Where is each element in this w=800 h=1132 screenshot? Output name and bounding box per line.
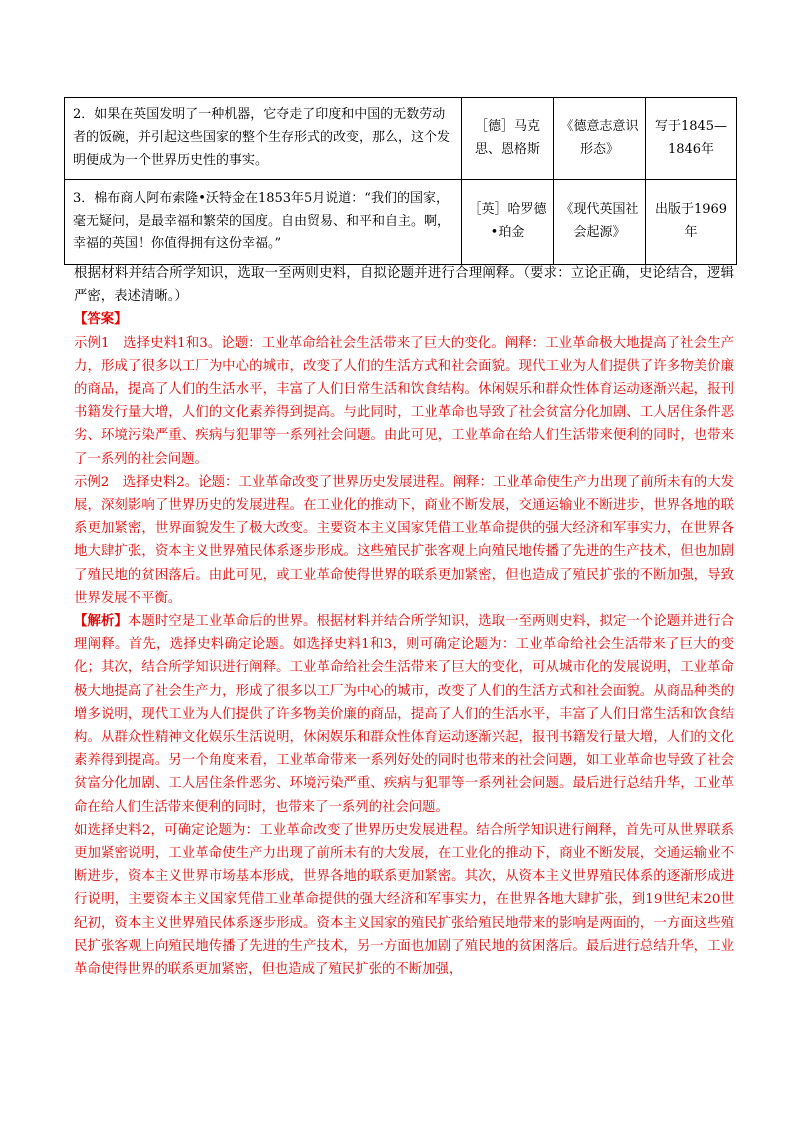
source-author: ［英］哈罗德•珀金 — [462, 180, 554, 265]
answer-content — [74, 262, 734, 981]
source-quote: 2．如果在英国发明了一种机器，它夺走了印度和中国的无数劳动者的饭碗，并引起这些国家的整个生存形式的改变，那么，这个发明便成为一个世界历史性的事实。 — [65, 98, 462, 180]
source-date: 写于1845—1846年 — [646, 98, 737, 180]
source-quote: 3．棉布商人阿布索隆•沃特金在1853年5月说道：“我们的国家，毫无疑问，是最幸福和繁荣的国度。自由贸易、和平和自主。啊，幸福的英国！你值得拥有这份幸福。” — [65, 180, 462, 265]
question-text: 根据材料并结合所学知识，选取一至两则史料，自拟论题并进行合理阐释。（要求：立论正确，史论结合，逻辑严密，表述清晰。） — [74, 266, 734, 305]
answer-label: 【答案】 — [74, 311, 128, 328]
analysis-paragraph-1 — [74, 610, 734, 819]
source-book: 《现代英国社会起源》 — [554, 180, 646, 265]
source-author: ［德］马克思、恩格斯 — [462, 98, 554, 180]
answer-example-2: 示例2 选择史料2。论题：工业革命改变了世界历史发展进程。阐释：工业革命使生产力出现了前所未有的大发展，深刻影响了世界历史的发展进程。在工业化的推动下，商业不断发展，交通运输业不断进步，世界各地的联系更加紧密，世界面貌发生了极大改变。主要资本主义国家凭借工业革命提供的强大经济和军事实力，在世界各地大肆扩张，资本主义世界殖民体系逐步形成。这些殖民扩张客观上向殖民地传播了先进的生产技术，但也加剧了殖民地的贫困落后。由此可见，或工业革命使得世界的联系更加紧密，但也造成了殖民扩张的不断加强，导致世界发展不平衡。 — [74, 474, 734, 606]
analysis-label: 【解析】 — [74, 613, 128, 630]
source-row-3 — [65, 180, 737, 265]
analysis-text-1: 本题时空是工业革命后的世界。根据材料并结合所学知识，选取一至两则史料，拟定一个论题并进行合理阐释。首先，选择史料确定论题。如选择史料1和3，则可确定论题为：工业革命给社会生活带来了巨大的变化；其次，结合所学知识进行阐释。工业革命给社会生活带来了巨大的变化，可从城市化的发展说明，工业革命极大地提高了社会生产力，形成了很多以工厂为中心的城市，改变了人们的生活方式和社会面貌。从商品种类的增多说明，现代工业为人们提供了许多物美价廉的商品，提高了人们的生活水平，丰富了人们日常生活和饮食结构。从群众性精神文化娱乐生活说明，休闲娱乐和群众性体育运动逐渐兴起，报刊书籍发行量大增，人们的文化素养得到提高。另一个角度来看，工业革命带来一系列好处的同时也带来的社会问题，如工业革命也导致了社会贫富分化加剧、工人居住条件恶劣、环境污染严重、疾病与犯罪等一系列社会问题。最后进行总结升华，工业革命在给人们生活带来便利的同时，也带来了一系列的社会问题。 — [74, 614, 735, 815]
source-book: 《德意志意识形态》 — [554, 98, 646, 180]
source-table — [64, 97, 737, 265]
analysis-paragraph-2: 如选择史料2，可确定论题为：工业革命改变了世界历史发展进程。结合所学知识进行阐释，首先可从世界联系更加紧密说明，工业革命使生产力出现了前所未有的大发展，在工业化的推动下，商业不断发展，交通运输业不断进步，资本主义世界市场基本形成，世界各地的联系更加紧密。其次，从资本主义世界殖民体系的逐渐形成进行说明，主要资本主义国家凭借工业革命提供的强大经济和军事实力，在世界各地大肆扩张，到19世纪末20世纪初，资本主义世界殖民体系逐步形成。资本主义国家的殖民扩张给殖民地带来的影响是两面的，一方面这些殖民扩张客观上向殖民地传播了先进的生产技术，另一方面也加剧了殖民地的贫困落后。最后进行总结升华，工业革命使得世界的联系更加紧密，但也造成了殖民扩张的不断加强， — [74, 822, 734, 978]
answer-example-1: 示例1 选择史料1和3。论题：工业革命给社会生活带来了巨大的变化。阐释：工业革命极大地提高了社会生产力，形成了很多以工厂为中心的城市，改变了人们的生活方式和社会面貌。现代工业为人们提供了许多物美价廉的商品，提高了人们的生活水平，丰富了人们日常生活和饮食结构。休闲娱乐和群众性体育运动逐渐兴起，报刊书籍发行量大增，人们的文化素养得到提高。与此同时，工业革命也导致了社会贫富分化加剧、工人居住条件恶劣、环境污染严重、疾病与犯罪等一系列社会问题。由此可见，工业革命在给人们生活带来便利的同时，也带来了一系列的社会问题。 — [74, 335, 734, 467]
source-row-2 — [65, 98, 737, 180]
source-date: 出版于1969年 — [646, 180, 737, 265]
